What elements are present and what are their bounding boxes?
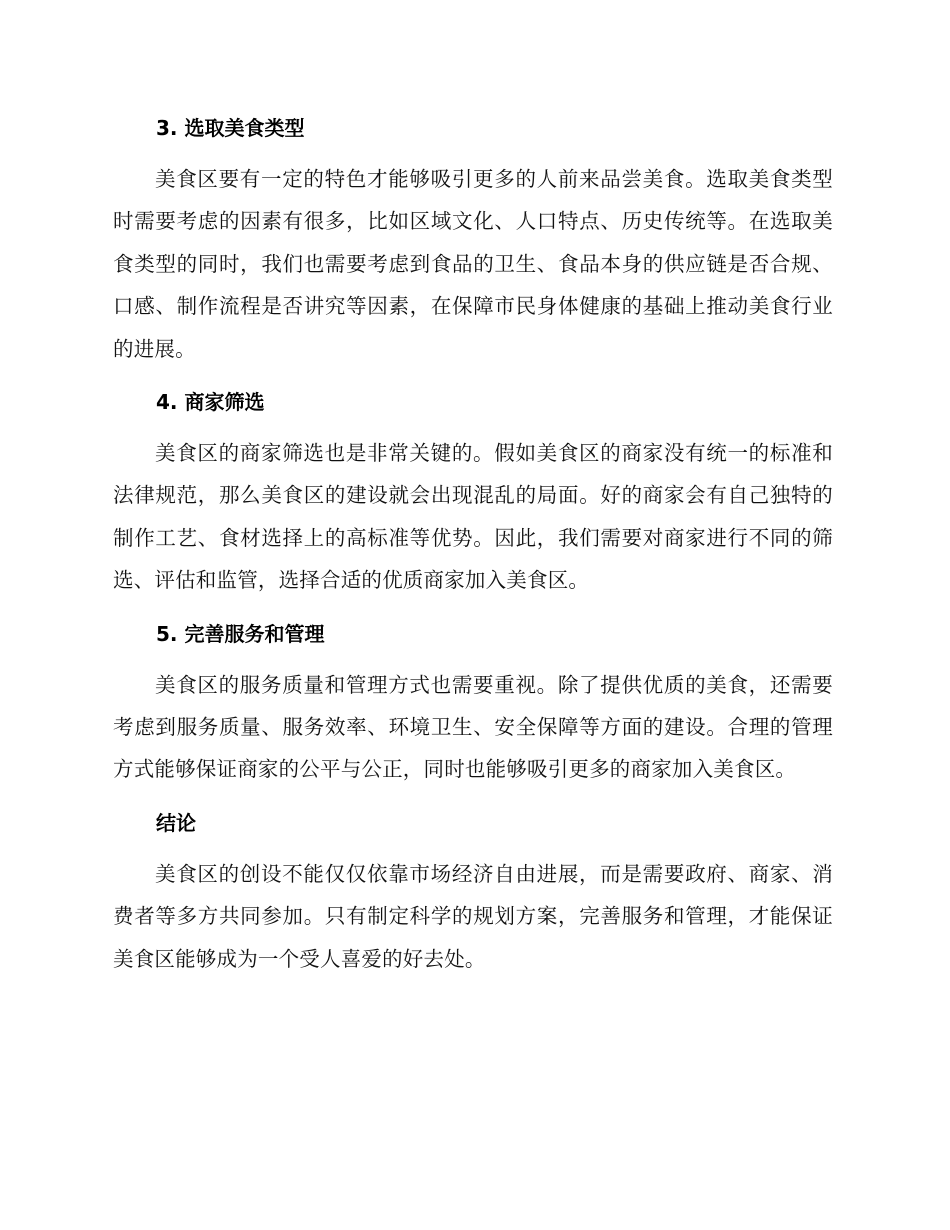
section-heading-merchant-screening: 4. 商家筛选: [156, 390, 265, 415]
section-paragraph-service-management: 美食区的服务质量和管理方式也需要重视。除了提供优质的美食，还需要考虑到服务质量、服务效率、环境卫生、安全保障等方面的建设。合理的管理方式能够保证商家的公平与公正，同时也能够吸引更多的商家加入美食区。: [113, 672, 833, 782]
section-heading-food-type: 3. 选取美食类型: [156, 116, 305, 140]
document-body: [113, 108, 833, 992]
section-paragraph-conclusion: 美食区的创设不能仅仅依靠市场经济自由进展，而是需要政府、商家、消费者等多方共同参加。只有制定科学的规划方案，完善服务和管理，才能保证美食区能够成为一个受人喜爱的好去处。: [113, 861, 833, 971]
section-heading-service-management: 5. 完善服务和管理: [156, 621, 325, 646]
section-paragraph-food-type: 美食区要有一定的特色才能够吸引更多的人前来品尝美食。选取美食类型时需要考虑的因素有很多，比如区域文化、人口特点、历史传统等。在选取美食类型的同时，我们也需要考虑到食品的卫生、食品本身的供应链是否合规、口感、制作流程是否讲究等因素，在保障市民身体健康的基础上推动美食行业的进展。: [113, 167, 833, 361]
section-paragraph-merchant-screening: 美食区的商家筛选也是非常关键的。假如美食区的商家没有统一的标准和法律规范，那么美食区的建设就会出现混乱的局面。好的商家会有自己独特的制作工艺、食材选择上的高标准等优势。因此，我们需要对商家进行不同的筛选、评估和监管，选择合适的优质商家加入美食区。: [113, 441, 833, 593]
section-heading-conclusion: 结论: [156, 810, 196, 835]
